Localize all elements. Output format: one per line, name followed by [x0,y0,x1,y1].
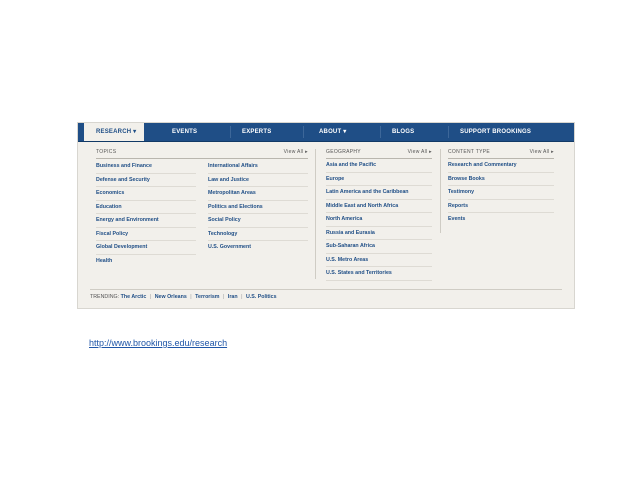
topic-link[interactable]: Health [96,257,113,264]
trending-separator: | [149,294,152,300]
trending-link[interactable]: Terrorism [195,294,220,300]
geography-link[interactable]: North America [326,213,432,227]
trending-label: TRENDING: [90,294,120,300]
column-divider [315,149,316,279]
geography-column [326,149,432,281]
nav-divider [448,126,449,138]
trending-bar [90,289,562,304]
content-type-heading-label: CONTENT TYPE [448,149,491,155]
nav-support-brookings[interactable]: SUPPORT BROOKINGS [460,129,532,135]
nav-events[interactable]: EVENTS [172,129,198,135]
main-nav-bar [78,123,574,142]
topic-link[interactable]: U.S. Government [208,244,251,250]
trending-link[interactable]: New Orleans [154,294,187,300]
nav-divider [303,126,304,138]
topic-link[interactable]: Law and Justice [208,174,308,188]
trending-link[interactable]: The Arctic [120,294,147,300]
topics-heading-label: TOPICS [96,149,117,155]
content-type-link[interactable]: Research and Commentary [448,159,554,173]
topic-link[interactable]: Education [96,201,196,215]
screenshot-panel [77,122,575,309]
nav-research[interactable]: RESEARCH ▾ [84,123,144,141]
geography-link[interactable]: Europe [326,173,432,187]
trending-link[interactable]: U.S. Politics [245,294,277,300]
trending-separator: | [190,294,192,300]
content-type-column [448,149,554,226]
content-type-heading [448,149,554,159]
source-url-link[interactable]: http://www.brookings.edu/research [89,338,228,348]
topic-link[interactable]: Metropolitan Areas [208,187,308,201]
topic-link[interactable]: Social Policy [208,214,308,228]
geography-link[interactable]: U.S. Metro Areas [326,254,432,268]
content-type-link[interactable]: Reports [448,200,554,214]
topics-list-left [96,160,196,267]
topic-link[interactable]: Energy and Environment [96,214,196,228]
geography-link[interactable]: Middle East and North Africa [326,200,432,214]
nav-experts[interactable]: EXPERTS [242,129,272,135]
geography-link[interactable]: Latin America and the Caribbean [326,186,432,200]
trending-separator: | [241,294,243,300]
topic-link[interactable]: International Affairs [208,160,308,174]
geography-heading-label: GEOGRAPHY [326,149,361,155]
topics-list-right [208,160,308,254]
trending-separator: | [222,294,225,300]
topics-heading [96,149,308,159]
topics-view-all-link[interactable]: View All ▸ [283,149,308,155]
topic-link[interactable]: Global Development [96,241,196,255]
topic-link[interactable]: Economics [96,187,196,201]
geography-link[interactable]: U.S. States and Territories [326,267,432,281]
nav-divider [380,126,381,138]
geography-link[interactable]: Russia and Eurasia [326,227,432,241]
nav-divider [230,126,231,138]
content-type-link[interactable]: Events [448,216,466,222]
topics-column [96,149,308,159]
geography-link[interactable]: Asia and the Pacific [326,159,432,173]
topic-link[interactable]: Defense and Security [96,174,196,188]
topic-link[interactable]: Politics and Elections [208,201,308,215]
geography-heading [326,149,432,159]
column-divider [440,149,441,233]
trending-link[interactable]: Iran [227,294,238,300]
content-type-link[interactable]: Testimony [448,186,554,200]
geography-link[interactable]: Sub-Saharan Africa [326,240,432,254]
content-type-link[interactable]: Browse Books [448,173,554,187]
topic-link[interactable]: Fiscal Policy [96,228,196,242]
nav-about[interactable]: ABOUT ▾ [319,129,347,135]
topic-link[interactable]: Technology [208,228,308,242]
topic-link[interactable]: Business and Finance [96,160,196,174]
nav-blogs[interactable]: BLOGS [392,129,415,135]
geography-view-all-link[interactable]: View All ▸ [407,149,432,155]
content-type-view-all-link[interactable]: View All ▸ [529,149,554,155]
